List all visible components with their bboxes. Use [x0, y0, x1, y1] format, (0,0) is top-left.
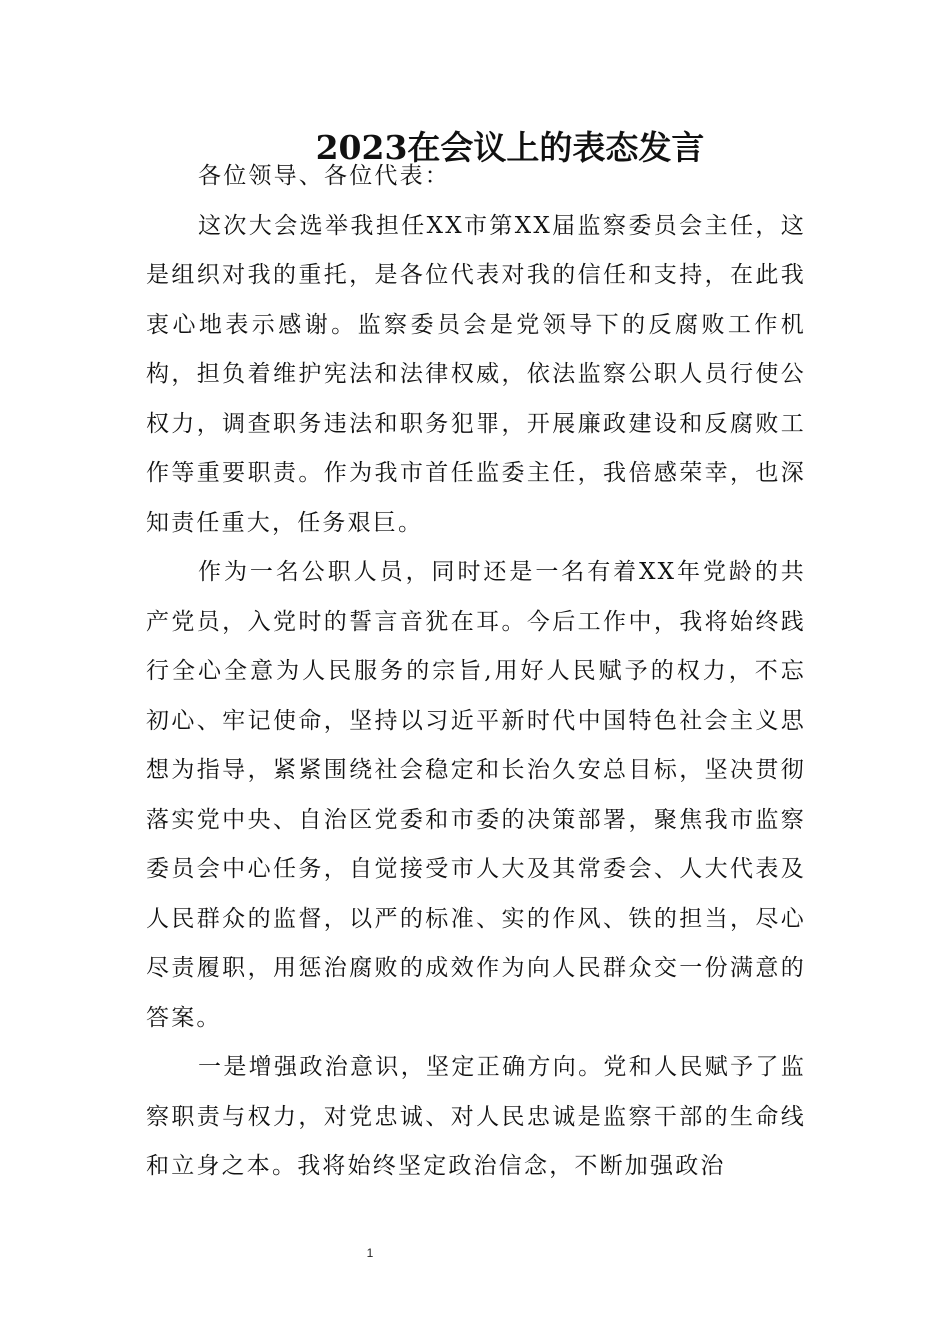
paragraph-3: 一是增强政治意识，坚定正确方向。党和人民赋予了监察职责与权力，对党忠诚、对人民忠诚是监察干部的生命线和立身之本。我将始终坚定政治信念，不断加强政治: [146, 1054, 806, 1179]
page-number: 1: [366, 1246, 374, 1260]
greeting: 各位领导、各位代表：: [198, 163, 450, 189]
document-body: [146, 152, 806, 1192]
paragraph-1: 这次大会选举我担任XX市第XX届监察委员会主任，这是组织对我的重托，是各位代表对我的信任和支持，在此我衷心地表示感谢。监察委员会是党领导下的反腐败工作机构，担负着维护宪法和法律权威，依法监察公职人员行使公权力，调查职务违法和职务犯罪，开展廉政建设和反腐败工作等重要职责。作为我市首任监委主任，我倍感荣幸，也深知责任重大，任务艰巨。: [146, 212, 806, 536]
paragraph-2: 作为一名公职人员，同时还是一名有着XX年党龄的共产党员，入党时的誓言音犹在耳。今后工作中，我将始终践行全心全意为人民服务的宗旨,用好人民赋予的权力，不忘初心、牢记使命，坚持以习近平新时代中国特色社会主义思想为指导，紧紧围绕社会稳定和长治久安总目标，坚决贯彻落实党中央、自治区党委和市委的决策部署，聚焦我市监察委员会中心任务，自觉接受市人大及其常委会、人大代表及人民群众的监督，以严的标准、实的作风、铁的担当，尽心尽责履职，用惩治腐败的成效作为向人民群众交一份满意的答案。: [146, 559, 806, 1031]
document-title: 2023在会议上的表态发言: [315, 128, 705, 167]
